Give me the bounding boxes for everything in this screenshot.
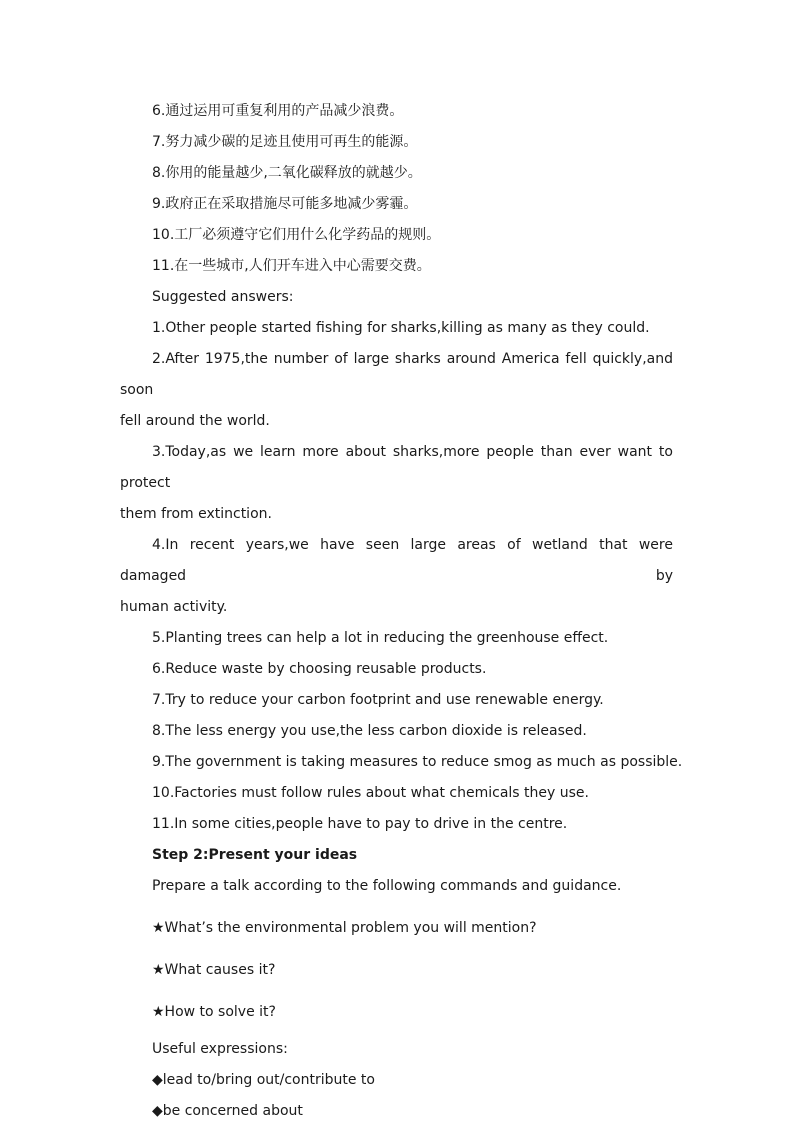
suggested-answers-heading: Suggested answers: [152, 289, 294, 305]
answer-2-line-2: fell around the world. [120, 413, 270, 429]
useful-expressions-heading: Useful expressions: [152, 1041, 288, 1057]
translation-item-9: 9.政府正在采取措施尽可能多地减少雾霾。 [152, 196, 418, 212]
answer-5: 5.Planting trees can help a lot in reducing the greenhouse effect. [152, 630, 609, 646]
translation-item-8: 8.你用的能量越少,二氧化碳释放的就越少。 [152, 165, 422, 181]
translation-item-10: 10.工厂必须遵守它们用什么化学药品的规则。 [152, 227, 441, 243]
question-solve: ★How to solve it? [152, 1004, 276, 1020]
step-2-heading: Step 2:Present your ideas [152, 847, 358, 863]
answer-8: 8.The less energy you use,the less carbon dioxide is released. [152, 723, 587, 739]
question-problem: ★What’s the environmental problem you will mention? [152, 920, 537, 936]
translation-item-6: 6.通过运用可重复利用的产品减少浪费。 [152, 103, 404, 119]
answer-1: 1.Other people started fishing for sharks,killing as many as they could. [152, 320, 650, 336]
answer-11: 11.In some cities,people have to pay to drive in the centre. [152, 816, 568, 832]
answer-9: 9.The government is taking measures to reduce smog as much as possible. [152, 754, 683, 770]
answer-2-line-1: 2.After 1975,the number of large sharks around America fell quickly,and soon [120, 351, 673, 398]
answer-6: 6.Reduce waste by choosing reusable products. [152, 661, 487, 677]
step-2-instruction: Prepare a talk according to the following commands and guidance. [152, 878, 622, 894]
answer-7: 7.Try to reduce your carbon footprint and use renewable energy. [152, 692, 604, 708]
question-causes: ★What causes it? [152, 962, 276, 978]
answer-3-line-1: 3.Today,as we learn more about sharks,more people than ever want to protect [120, 444, 673, 491]
answer-10: 10.Factories must follow rules about what chemicals they use. [152, 785, 589, 801]
translation-item-11: 11.在一些城市,人们开车进入中心需要交费。 [152, 258, 431, 274]
translation-item-7: 7.努力减少碳的足迹且使用可再生的能源。 [152, 134, 418, 150]
answer-4-line-1: 4.In recent years,we have seen large areas of wetland that were damaged by [120, 537, 673, 584]
answer-3-line-2: them from extinction. [120, 506, 272, 522]
document-body [120, 96, 683, 1127]
expression-1: ◆lead to/bring out/contribute to [152, 1072, 375, 1088]
answer-4-line-2: human activity. [120, 599, 228, 615]
expression-2: ◆be concerned about [152, 1103, 303, 1119]
